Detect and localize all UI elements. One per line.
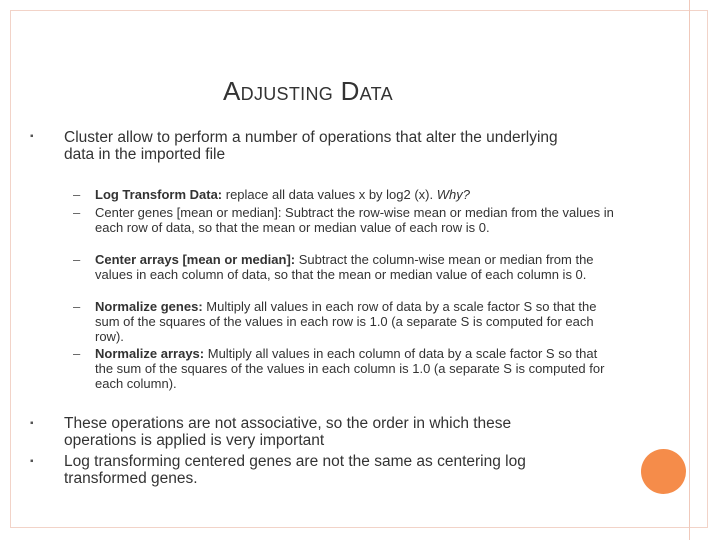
sub-item-text: Center genes [mean or median]: Subtract the row-wise mean or median from the values in each row of data, so that the mean or median value of each row is 0. [95,205,614,235]
sub-item-text: Multiply all values in each row of data by a scale factor S so that the sum of the squares of the values in each row is 1.0 (a separate S is computed for each row). [95,299,597,344]
bullet-icon: ▪ [30,418,34,429]
sub-item-center-genes [95,205,615,235]
dash-icon: – [73,187,81,202]
title-word: DJUSTING [240,84,334,104]
bullet-associative [64,415,584,449]
sub-item-bold: Normalize arrays: [95,346,205,361]
sub-item-bold: Normalize genes: [95,299,203,314]
bullet-icon: ▪ [30,131,34,142]
bullet-log-transform [64,453,594,487]
dash-icon: – [73,252,81,267]
bullet-text: Log transforming centered genes are not the same as centering log transformed genes. [64,453,526,487]
sub-item-log-transform [95,187,625,202]
sub-item-bold: Center arrays [mean or median]: [95,252,296,267]
intro-line-2: data in the imported file [64,146,226,163]
sub-item-bold: Log Transform Data: [95,187,223,202]
intro-line-1: Cluster allow to perform a number of operations that alter the underlying [64,129,558,146]
dash-icon: – [73,346,81,361]
title-letter: D [340,76,360,106]
bullet-text: These operations are not associative, so the order in which these operations is applied is very important [64,415,512,449]
sub-item-normalize-genes [95,299,620,344]
dash-icon: – [73,299,81,314]
sub-item-text: Subtract the column-wise mean or median from the values in each column of data, so that the mean or median value of each column is 0. [95,252,594,282]
decorative-vertical-line [689,0,690,540]
sub-item-italic: Why? [436,187,470,202]
bullet-icon: ▪ [30,456,34,467]
title-word: ATA [359,84,393,104]
slide-title [223,76,393,107]
accent-circle [641,449,686,494]
dash-icon: – [73,205,81,220]
title-letter: A [223,76,241,106]
sub-item-text: Multiply all values in each column of data by a scale factor S so that the sum of the squares of the values in each column is 1.0 (a separate S is computed for each column). [95,346,605,391]
intro-bullet [64,129,624,163]
sub-item-center-arrays [95,252,615,282]
sub-item-text: replace all data values x by log2 (x). [222,187,437,202]
sub-item-normalize-arrays [95,346,615,391]
